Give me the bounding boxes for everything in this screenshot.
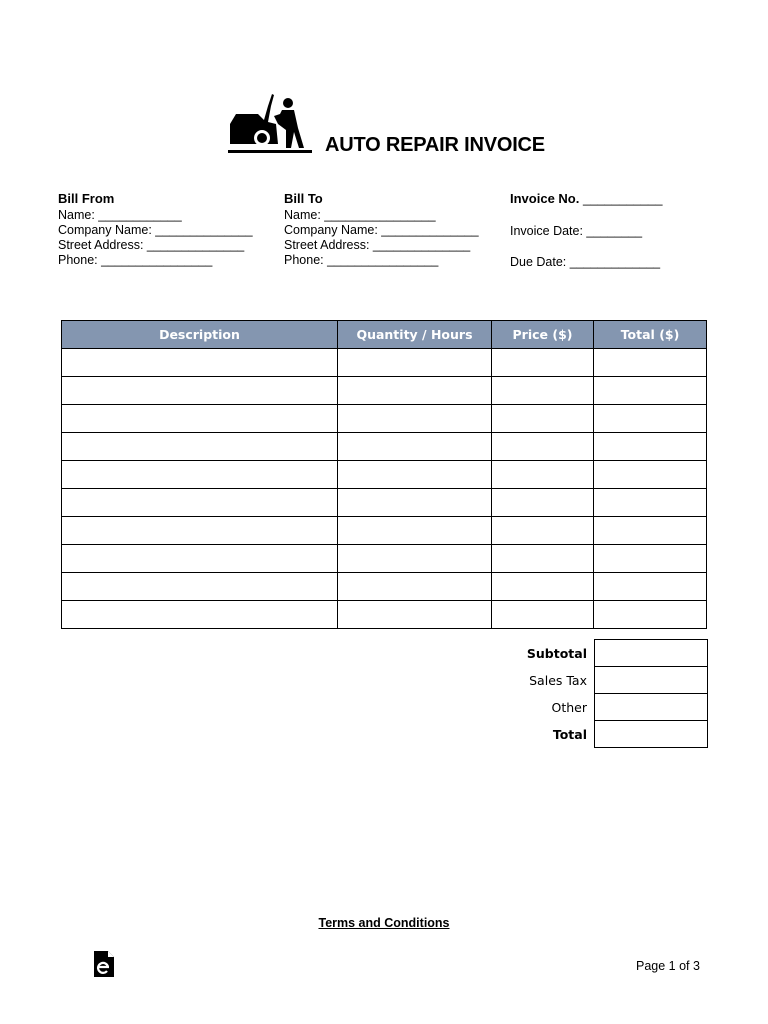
- price-cell[interactable]: [492, 461, 594, 489]
- table-row: [62, 461, 707, 489]
- eforms-document-icon: [93, 950, 115, 978]
- quantity-cell[interactable]: [338, 461, 492, 489]
- table-header-row: [62, 321, 707, 349]
- mechanic-car-repair-icon: [228, 92, 312, 156]
- due-date-field[interactable]: Due Date: _____________: [510, 255, 661, 269]
- price-cell[interactable]: [492, 601, 594, 629]
- invoice-date-field[interactable]: Invoice Date: ________: [510, 224, 643, 238]
- table-row: [62, 601, 707, 629]
- description-cell[interactable]: [62, 545, 338, 573]
- invoice-number-blank[interactable]: ___________: [582, 191, 663, 206]
- price-cell[interactable]: [492, 545, 594, 573]
- total-value[interactable]: [595, 721, 708, 748]
- price-cell[interactable]: [492, 573, 594, 601]
- description-cell[interactable]: [62, 517, 338, 545]
- total-row: [490, 721, 708, 748]
- sales-tax-row: [490, 667, 708, 694]
- total-cell[interactable]: [594, 573, 707, 601]
- subtotal-value[interactable]: [595, 640, 708, 667]
- table-row: [62, 489, 707, 517]
- bill-from-name[interactable]: Name: ____________: [58, 208, 182, 222]
- description-cell[interactable]: [62, 377, 338, 405]
- description-cell[interactable]: [62, 461, 338, 489]
- table-row: [62, 349, 707, 377]
- table-row: [62, 377, 707, 405]
- price-cell[interactable]: [492, 433, 594, 461]
- total-cell[interactable]: [594, 601, 707, 629]
- column-total: Total ($): [594, 321, 707, 349]
- sales-tax-label: Sales Tax: [529, 672, 587, 688]
- other-label: Other: [551, 699, 587, 715]
- totals-table: [490, 639, 708, 748]
- description-cell[interactable]: [62, 489, 338, 517]
- bill-to-company[interactable]: Company Name: ______________: [284, 223, 479, 237]
- invoice-number-label: Invoice No.: [510, 191, 580, 206]
- price-cell[interactable]: [492, 377, 594, 405]
- other-value[interactable]: [595, 694, 708, 721]
- description-cell[interactable]: [62, 405, 338, 433]
- column-description: Description: [62, 321, 338, 349]
- price-cell[interactable]: [492, 405, 594, 433]
- bill-to-street[interactable]: Street Address: ______________: [284, 238, 471, 252]
- quantity-cell[interactable]: [338, 489, 492, 517]
- quantity-cell[interactable]: [338, 545, 492, 573]
- total-cell[interactable]: [594, 461, 707, 489]
- table-row: [62, 545, 707, 573]
- invoice-title: AUTO REPAIR INVOICE: [325, 134, 545, 156]
- bill-to-block: [284, 191, 479, 268]
- quantity-cell[interactable]: [338, 573, 492, 601]
- total-cell[interactable]: [594, 545, 707, 573]
- total-cell[interactable]: [594, 433, 707, 461]
- total-cell[interactable]: [594, 489, 707, 517]
- table-row: [62, 517, 707, 545]
- total-cell[interactable]: [594, 349, 707, 377]
- total-cell[interactable]: [594, 517, 707, 545]
- column-quantity-hours: Quantity / Hours: [338, 321, 492, 349]
- bill-from-phone[interactable]: Phone: ________________: [58, 253, 213, 267]
- price-cell[interactable]: [492, 517, 594, 545]
- bill-from-heading: Bill From: [58, 191, 115, 206]
- description-cell[interactable]: [62, 573, 338, 601]
- price-cell[interactable]: [492, 349, 594, 377]
- line-items-table: [61, 320, 707, 629]
- bill-from-block: [58, 191, 253, 268]
- price-cell[interactable]: [492, 489, 594, 517]
- subtotal-row: [490, 640, 708, 667]
- quantity-cell[interactable]: [338, 517, 492, 545]
- invoice-number-field[interactable]: [510, 191, 663, 206]
- sales-tax-value[interactable]: [595, 667, 708, 694]
- description-cell[interactable]: [62, 601, 338, 629]
- bill-from-company[interactable]: Company Name: ______________: [58, 223, 253, 237]
- total-cell[interactable]: [594, 377, 707, 405]
- page-number: Page 1 of 3: [636, 959, 700, 973]
- bill-to-heading: Bill To: [284, 191, 323, 206]
- quantity-cell[interactable]: [338, 349, 492, 377]
- column-price: Price ($): [492, 321, 594, 349]
- description-cell[interactable]: [62, 433, 338, 461]
- terms-and-conditions-heading: Terms and Conditions: [318, 916, 450, 930]
- quantity-cell[interactable]: [338, 405, 492, 433]
- bill-to-name[interactable]: Name: ________________: [284, 208, 436, 222]
- total-cell[interactable]: [594, 405, 707, 433]
- subtotal-label: Subtotal: [526, 645, 587, 661]
- other-row: [490, 694, 708, 721]
- table-row: [62, 405, 707, 433]
- total-label: Total: [552, 726, 587, 742]
- description-cell[interactable]: [62, 349, 338, 377]
- bill-from-street[interactable]: Street Address: ______________: [58, 238, 245, 252]
- quantity-cell[interactable]: [338, 601, 492, 629]
- quantity-cell[interactable]: [338, 433, 492, 461]
- quantity-cell[interactable]: [338, 377, 492, 405]
- table-row: [62, 573, 707, 601]
- bill-to-phone[interactable]: Phone: ________________: [284, 253, 439, 267]
- table-row: [62, 433, 707, 461]
